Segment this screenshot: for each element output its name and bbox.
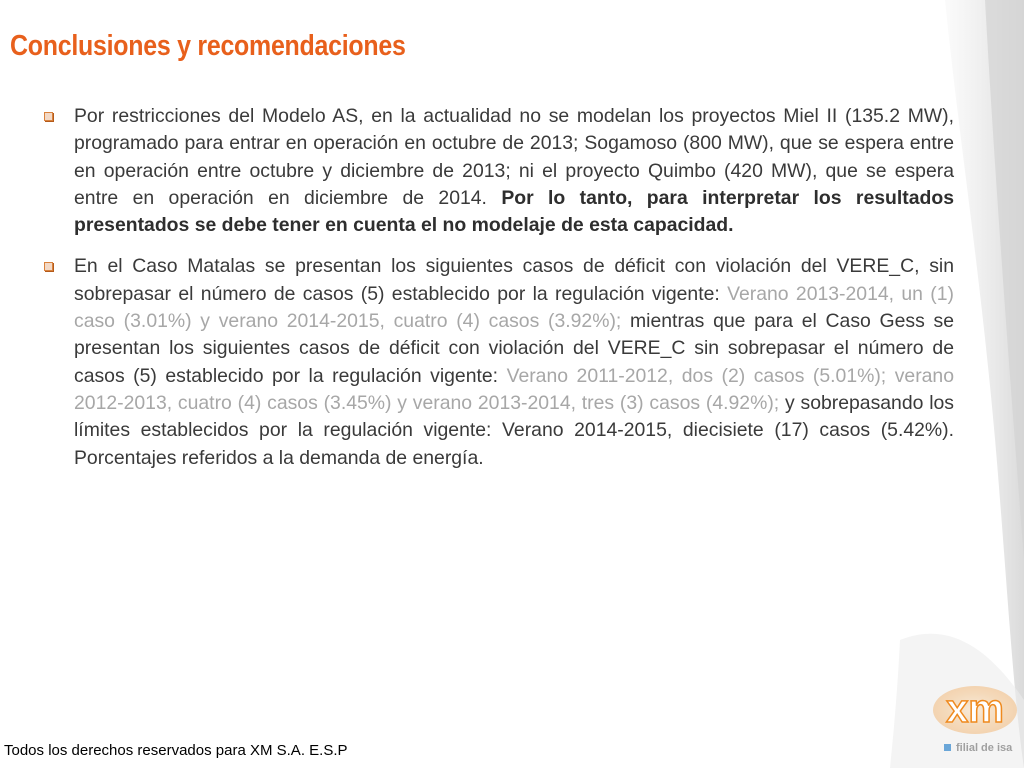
logo-text: xm [946, 687, 1004, 731]
bullet-text [74, 253, 954, 471]
bullet-list [44, 103, 954, 486]
bullet-text-part5: y sobrepasando los límites establecidos por la regulación vigente: Verano 2014-2015, diecisiete (17) casos (5.42%). Porcentajes referidos a la demanda de energía. [74, 391, 954, 469]
filial-text: filial de isa [956, 742, 1013, 754]
bullet-text-grey-1: Verano 2013-2014, un (1) caso (3.01%) y verano 2014-2015, cuatro (4) casos (3.92%); [74, 282, 954, 333]
bullet-text-part1: En el Caso Matalas se presentan los siguientes casos de déficit con violación del VERE_C, sin sobrepasar el número de casos (5) establecido por la regulación vigente: [74, 255, 954, 305]
slide-title: Conclusiones y recomendaciones [10, 30, 406, 62]
list-item [44, 253, 954, 471]
bullet-text-normal: Por restricciones del Modelo AS, en la actualidad no se modelan los proyectos Miel II (135.2 MW), programado para entrar en operación en octubre de 2013; Sogamoso (800 MW), que se espera entre en operación entre octubre y diciembre de 2013; ni el proyecto Quimbo (420 MW), que se espera entre en operación en diciembre de 2014. [74, 105, 954, 209]
square-bullet-icon [44, 262, 53, 271]
xm-logo-icon [926, 680, 1024, 740]
filial-label [944, 742, 1012, 754]
bullet-text-bold: Por lo tanto, para interpretar los resultados presentados se debe tener en cuenta el no modelaje de esta capacidad. [74, 186, 954, 237]
filial-square-icon [944, 744, 951, 751]
bullet-text [74, 103, 954, 239]
footer-copyright: Todos los derechos reservados para XM S.A. E.S.P [4, 742, 348, 759]
bullet-text-grey-2: Verano 2011-2012, dos (2) casos (5.01%); verano 2012-2013, cuatro (4) casos (3.45%) y verano 2013-2014, tres (3) casos (4.92%); [74, 364, 954, 414]
bullet-text-part3: mientras que para el Caso Gess se presentan los siguientes casos de déficit con violación del VERE_C sin sobrepasar el número de casos (5) establecido por la regulación vigente: [74, 310, 954, 387]
list-item [44, 103, 954, 239]
square-bullet-icon [44, 112, 53, 121]
